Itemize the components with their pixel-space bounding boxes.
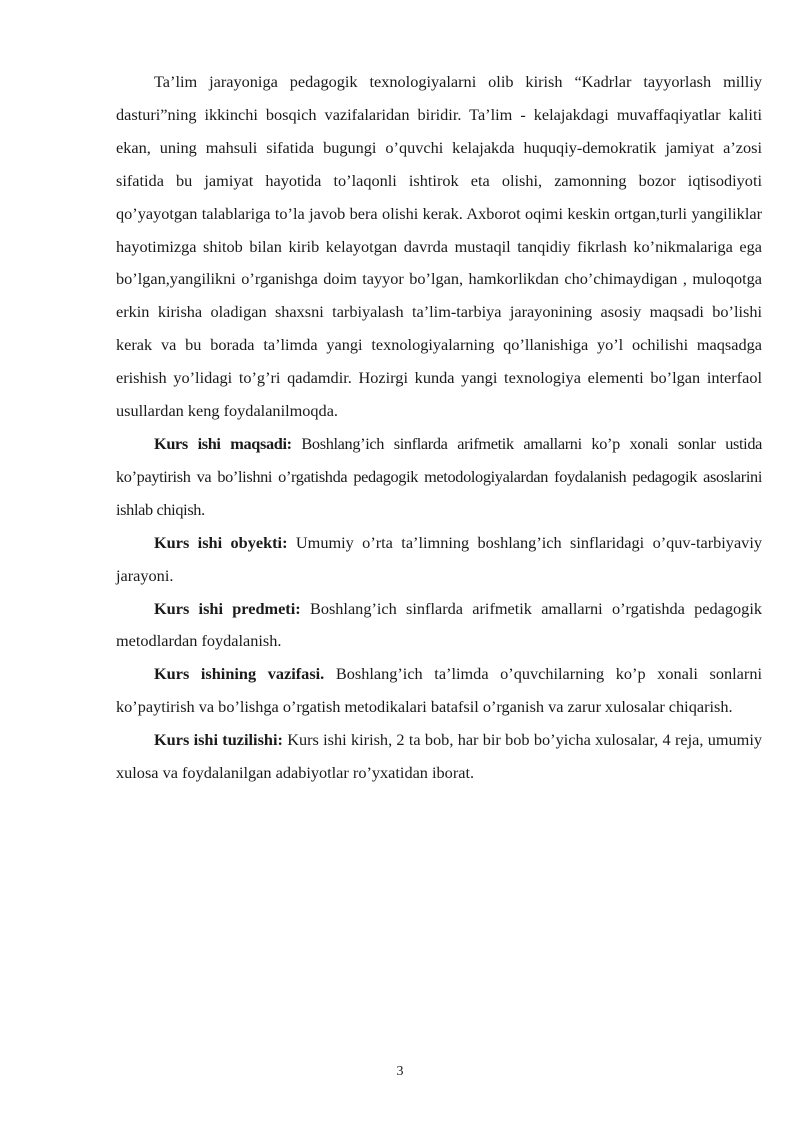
structure-label: Kurs ishi tuzilishi:	[154, 730, 283, 750]
tasks-label: Kurs ishining vazifasi.	[154, 664, 325, 684]
subject-text: Boshlang’ich sinflarda arifmetik amallarni o’rgatishda pedagogik metodlardan foydalanish.	[116, 598, 762, 651]
page-number: 3	[396, 1064, 404, 1079]
structure-text: Kurs ishi kirish, 2 ta bob, har bir bob bo’yicha xulosalar, 4 reja, umumiy xulosa va foydalanilgan adabiyotlar ro’yxatidan iborat.	[116, 730, 762, 783]
intro-paragraph: Ta’lim jarayoniga pedagogik texnologiyalarni olib kirish “Kadrlar tayyorlash milliy dasturi”ning ikkinchi bosqich vazifalaridan biridir. Ta’lim - kelajakdagi muvaffaqiyatlar kaliti ekan, uning mahsuli sifatida bugungi o’quvchi kelajakda huquqiy-demokratik jamiyat a’zosi sifatida bu jamiyat hayotida to’laqonli ishtirok eta olishi, zamonning bozor iqtisodiyoti qo’yayotgan talablariga to’la javob bera olishi kerak. Axborot oqimi keskin ortgan,turli yangiliklar hayotimizga shitob bilan kirib kelayotgan davrda mustaqil tanqidiy fikrlash ko’nikmalariga ega bo’lgan,yangilikni o’rganishga doim tayyor bo’lgan, hamkorlikdan cho’chimaydigan , muloqotga erkin kirisha oladigan shaxsni tarbiyalash ta’lim-tarbiya jarayonining asosiy maqsadi bo’lishi kerak va bu borada ta’limda yangi texnologiyalarning qo’llanishiga yo’l ochilishi maqsadga erishish yo’lidagi to’g’ri qadamdir. Hozirgi kunda yangi texnologiya elementi bo’lgan interfaol usullardan keng foydalanilmoqda.	[116, 72, 762, 421]
purpose-text: Boshlang’ich sinflarda arifmetik amallarni ko’p xonali sonlar ustida ko’paytirish va bo’lishni o’rgatishda pedagogik metodologiyalardan foydalanish pedagogik asoslarini ishlab chiqish.	[116, 433, 763, 519]
subject-paragraph	[116, 593, 762, 659]
purpose-label: Kurs ishi maqsadi:	[154, 433, 292, 453]
document-body	[116, 66, 762, 790]
tasks-paragraph	[116, 658, 762, 724]
object-paragraph	[116, 527, 762, 593]
purpose-paragraph	[116, 428, 762, 527]
structure-paragraph	[116, 724, 762, 790]
object-text: Umumiy o’rta ta’limning boshlang’ich sinflaridagi o’quv-tarbiyaviy jarayoni.	[116, 532, 762, 585]
object-label: Kurs ishi obyekti:	[154, 532, 288, 552]
subject-label: Kurs ishi predmeti:	[154, 598, 301, 618]
tasks-text: Boshlang’ich ta’limda o’quvchilarning ko’p xonali sonlarni ko’paytirish va bo’lishga o’rgatish metodikalari batafsil o’rganish va zarur xulosalar chiqarish.	[116, 664, 762, 717]
